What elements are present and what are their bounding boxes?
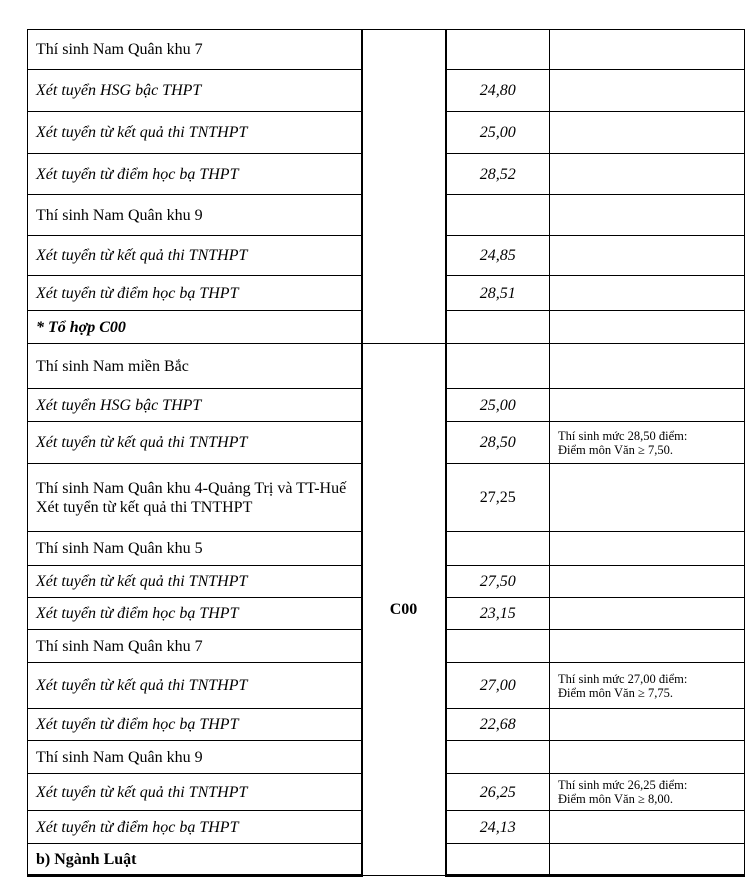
note-cell <box>550 276 745 311</box>
note-cell <box>550 630 745 663</box>
note-cell <box>550 811 745 844</box>
note-cell <box>550 741 745 774</box>
row-label: Xét tuyển từ kết quả thi TNTHPT <box>28 422 362 464</box>
score-cell: 23,15 <box>446 598 550 630</box>
row-label: b) Ngành Luật <box>28 844 362 876</box>
combination-code-cell <box>362 30 446 344</box>
row-label: Xét tuyển từ điểm học bạ THPT <box>28 709 362 741</box>
score-cell: 27,50 <box>446 566 550 598</box>
row-label: * Tổ hợp C00 <box>28 311 362 344</box>
row-label: Xét tuyển HSG bậc THPT <box>28 70 362 112</box>
row-label: Xét tuyển từ kết quả thi TNTHPT <box>28 774 362 811</box>
score-cell <box>446 311 550 344</box>
score-cell <box>446 195 550 236</box>
score-cell: 22,68 <box>446 709 550 741</box>
score-cell: 28,50 <box>446 422 550 464</box>
score-cell <box>446 532 550 566</box>
row-label: Thí sinh Nam Quân khu 9 <box>28 195 362 236</box>
combination-code-cell: C00 <box>362 344 446 876</box>
score-cell: 26,25 <box>446 774 550 811</box>
note-cell <box>550 844 745 876</box>
note-cell <box>550 195 745 236</box>
admission-score-table <box>27 29 745 877</box>
row-label: Xét tuyển từ điểm học bạ THPT <box>28 154 362 195</box>
score-cell <box>446 844 550 876</box>
note-cell <box>550 464 745 532</box>
score-cell: 24,13 <box>446 811 550 844</box>
note-cell <box>550 236 745 276</box>
row-label: Thí sinh Nam miền Bắc <box>28 344 362 389</box>
note-cell: Thí sinh mức 26,25 điểm: Điểm môn Văn ≥ 8,00. <box>550 774 745 811</box>
note-cell <box>550 344 745 389</box>
score-cell: 28,52 <box>446 154 550 195</box>
note-cell <box>550 598 745 630</box>
table-body <box>28 30 745 876</box>
table-row <box>28 30 745 70</box>
row-label: Xét tuyển HSG bậc THPT <box>28 389 362 422</box>
row-label: Thí sinh Nam Quân khu 5 <box>28 532 362 566</box>
note-cell <box>550 566 745 598</box>
row-label: Xét tuyển từ kết quả thi TNTHPT <box>28 566 362 598</box>
note-cell: Thí sinh mức 27,00 điểm: Điểm môn Văn ≥ 7,75. <box>550 663 745 709</box>
score-cell: 25,00 <box>446 389 550 422</box>
score-cell <box>446 741 550 774</box>
score-cell <box>446 630 550 663</box>
row-label: Thí sinh Nam Quân khu 7 <box>28 630 362 663</box>
note-cell <box>550 30 745 70</box>
score-cell: 28,51 <box>446 276 550 311</box>
table-row <box>28 344 745 389</box>
row-label: Thí sinh Nam Quân khu 7 <box>28 30 362 70</box>
note-cell <box>550 112 745 154</box>
note-cell <box>550 70 745 112</box>
row-label: Xét tuyển từ điểm học bạ THPT <box>28 598 362 630</box>
row-label: Xét tuyển từ kết quả thi TNTHPT <box>28 236 362 276</box>
score-cell <box>446 30 550 70</box>
score-cell: 27,25 <box>446 464 550 532</box>
row-label: Xét tuyển từ kết quả thi TNTHPT <box>28 112 362 154</box>
row-label: Xét tuyển từ điểm học bạ THPT <box>28 811 362 844</box>
row-label: Thí sinh Nam Quân khu 9 <box>28 741 362 774</box>
score-cell: 27,00 <box>446 663 550 709</box>
row-label: Thí sinh Nam Quân khu 4-Quảng Trị và TT-Huế Xét tuyển từ kết quả thi TNTHPT <box>28 464 362 532</box>
score-cell: 25,00 <box>446 112 550 154</box>
note-cell: Thí sinh mức 28,50 điểm: Điểm môn Văn ≥ 7,50. <box>550 422 745 464</box>
score-cell: 24,80 <box>446 70 550 112</box>
note-cell <box>550 311 745 344</box>
row-label: Xét tuyển từ điểm học bạ THPT <box>28 276 362 311</box>
note-cell <box>550 389 745 422</box>
note-cell <box>550 709 745 741</box>
score-cell: 24,85 <box>446 236 550 276</box>
row-label: Xét tuyển từ kết quả thi TNTHPT <box>28 663 362 709</box>
note-cell <box>550 532 745 566</box>
note-cell <box>550 154 745 195</box>
score-cell <box>446 344 550 389</box>
